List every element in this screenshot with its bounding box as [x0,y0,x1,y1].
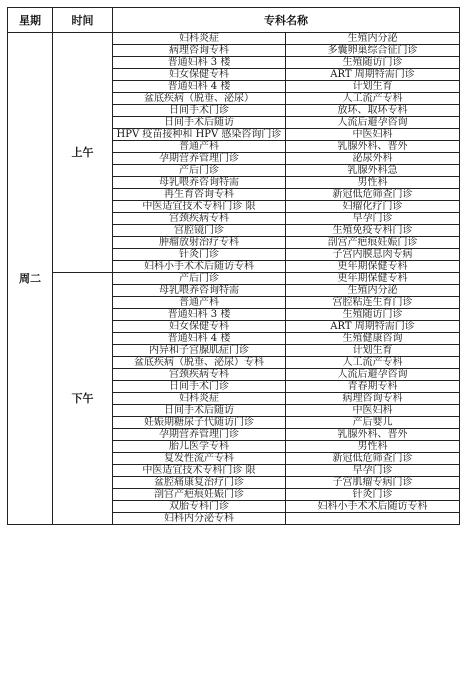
specialty-cell-right: 生殖随访门诊 [286,57,460,69]
specialty-cell-left: 肿瘤放射治疗专科 [113,237,286,249]
specialty-cell-left: 妇科炎症 [113,393,286,405]
specialty-cell-right: 新冠低危筛查门诊 [286,453,460,465]
specialty-cell-left: 病理咨询专科 [113,45,286,57]
specialty-cell-right: 子宫内膜息肉专病 [286,249,460,261]
specialty-cell-right: 男性科 [286,441,460,453]
specialty-cell-left: 日间手术后随访 [113,117,286,129]
specialty-cell-right: 病理咨询专科 [286,393,460,405]
specialty-cell-right: 新冠低危筛查门诊 [286,189,460,201]
specialty-cell-left: 中医适宜技术专科门诊 限 [113,465,286,477]
specialty-cell-left: 母乳喂养咨询特需 [113,177,286,189]
specialty-cell-left: 普通产科 [113,297,286,309]
specialty-cell-right: 男性科 [286,177,460,189]
specialty-cell-left: 妇女保健专科 [113,69,286,81]
specialty-cell-left: 宫颈疾病专科 [113,213,286,225]
specialty-cell-right: 中医妇科 [286,405,460,417]
specialty-cell-left: 普通产科 [113,141,286,153]
specialty-cell-left: 母乳喂养咨询特需 [113,285,286,297]
specialty-cell-left: 再生育咨询专科 [113,189,286,201]
specialty-cell-left: 普通妇科 4 楼 [113,333,286,345]
specialty-cell-left: 孕期营养管理门诊 [113,153,286,165]
specialty-cell-right: 生殖健康咨询 [286,333,460,345]
specialty-cell-right: 早孕门诊 [286,465,460,477]
table-header-row [8,8,460,33]
specialty-cell-right: 中医妇科 [286,129,460,141]
specialty-cell-left: 产后门诊 [113,273,286,285]
specialty-cell-left: 妇科炎症 [113,33,286,45]
schedule-body [8,33,460,525]
specialty-cell-right: 妇瘤化疗门诊 [286,201,460,213]
specialty-cell-left: HPV 疫苗接种和 HPV 感染咨询门诊 [113,129,286,141]
specialty-cell-left: 宫腔镜门诊 [113,225,286,237]
specialty-cell-right: 多囊卵巢综合征门诊 [286,45,460,57]
specialty-cell-left: 日间手术门诊 [113,381,286,393]
header-day: 星期 [8,8,53,33]
specialty-cell-right: 产后婴儿 [286,417,460,429]
specialty-cell-right: 早孕门诊 [286,213,460,225]
header-time: 时间 [53,8,113,33]
specialty-cell-left: 中医适宜技术专科门诊 限 [113,201,286,213]
specialty-cell-right: 人工流产专科 [286,93,460,105]
specialty-cell-right: 更年期保健专科 [286,273,460,285]
specialty-cell-left: 日间手术后随访 [113,405,286,417]
specialty-cell-right: 计划生育 [286,345,460,357]
specialty-cell-right: 人工流产专科 [286,357,460,369]
specialty-cell-right: ART 周期特需门诊 [286,321,460,333]
specialty-cell-right: 生殖免疫专科门诊 [286,225,460,237]
specialty-cell-left: 产后门诊 [113,165,286,177]
specialty-cell-left: 双胎专科门诊 [113,501,286,513]
specialty-cell-left: 妇科小手术术后随访专科 [113,261,286,273]
day-cell: 周二 [8,33,53,525]
specialty-cell-right: 乳腺外科、普外 [286,429,460,441]
specialty-cell-left: 针灸门诊 [113,249,286,261]
period-cell: 上午 [53,33,113,273]
specialty-cell-left: 复发性流产专科 [113,453,286,465]
specialty-cell-right: 生殖内分泌 [286,285,460,297]
specialty-cell-right: 宫腔粘连生育门诊 [286,297,460,309]
specialty-cell-right: 剖宫产疤痕妊娠门诊 [286,237,460,249]
clinic-schedule-table [7,7,460,525]
specialty-cell-right: 计划生育 [286,81,460,93]
specialty-cell-right: 乳腺外科、普外 [286,141,460,153]
specialty-cell-right: ART 周期特需门诊 [286,69,460,81]
table-row [8,273,460,285]
period-cell: 下午 [53,273,113,525]
specialty-cell-left: 妇女保健专科 [113,321,286,333]
specialty-cell-right: 更年期保健专科 [286,261,460,273]
specialty-cell-left: 日间手术门诊 [113,105,286,117]
specialty-cell-right: 妇科小手术术后随访专科 [286,501,460,513]
header-specialty: 专科名称 [113,8,460,33]
specialty-cell-left: 孕期营养管理门诊 [113,429,286,441]
table-row [8,33,460,45]
specialty-cell-right: 生殖随访门诊 [286,309,460,321]
specialty-cell-right: 乳腺外科急 [286,165,460,177]
specialty-cell-left: 普通妇科 4 楼 [113,81,286,93]
specialty-cell-left: 盆底疾病（脱垂、泌尿） [113,93,286,105]
specialty-cell-left: 胎儿医学专科 [113,441,286,453]
specialty-cell-left: 妇科内分泌专科 [113,513,286,525]
specialty-cell-left: 盆底疾病（脱垂、泌尿）专科 [113,357,286,369]
specialty-cell-left: 剖宫产疤痕妊娠门诊 [113,489,286,501]
specialty-cell-right: 泌尿外科 [286,153,460,165]
specialty-cell-right: 针灸门诊 [286,489,460,501]
specialty-cell-right: 生殖内分泌 [286,33,460,45]
specialty-cell-left: 内异和子宫腺肌症门诊 [113,345,286,357]
specialty-cell-left: 普通妇科 3 楼 [113,309,286,321]
specialty-cell-right: 放环、取环专科 [286,105,460,117]
specialty-cell-right: 人流后避孕咨询 [286,117,460,129]
specialty-cell-left: 盆腔痛康复治疗门诊 [113,477,286,489]
specialty-cell-left: 普通妇科 3 楼 [113,57,286,69]
specialty-cell-right: 人流后避孕咨询 [286,369,460,381]
specialty-cell-right: 子宫肌瘤专病门诊 [286,477,460,489]
specialty-cell-right [286,513,460,525]
specialty-cell-right: 青春期专科 [286,381,460,393]
specialty-cell-left: 宫颈疾病专科 [113,369,286,381]
specialty-cell-left: 妊娠期糖尿子代随访门诊 [113,417,286,429]
